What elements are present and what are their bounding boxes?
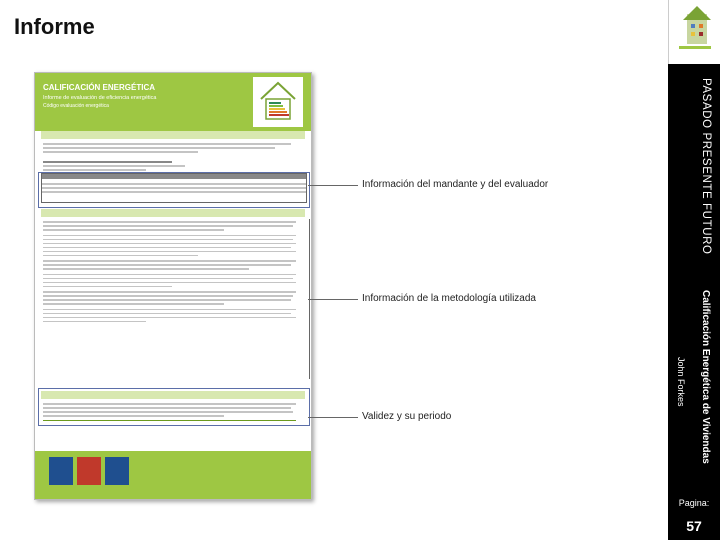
section-band <box>41 131 305 139</box>
energy-house-icon <box>257 79 299 125</box>
mandante-highlight <box>38 172 310 208</box>
footer-logo <box>77 457 101 485</box>
report-header <box>35 73 311 131</box>
footer-logo <box>105 457 129 485</box>
page-number: 57 <box>686 518 702 534</box>
validity-label: Validez y su periodo <box>362 411 452 422</box>
section-band <box>41 209 305 217</box>
methodology-bracket <box>309 219 310 379</box>
methodology-label: Información de la metodología utilizada <box>362 293 536 304</box>
report-subtitle: Informe de evaluación de eficiencia energética <box>43 95 157 101</box>
validez-highlight <box>38 388 310 426</box>
mandante-label: Información del mandante y del evaluador <box>362 179 549 190</box>
energy-report-thumbnail <box>34 72 312 500</box>
page-title: Informe <box>14 14 95 39</box>
subject-title: Calificación Energética de Viviendas <box>700 290 711 464</box>
report-kind: Código evaluación energética <box>43 103 109 109</box>
text-block <box>43 221 301 325</box>
leader-line <box>308 417 358 418</box>
house-logo-icon <box>669 0 720 64</box>
text-block <box>43 143 301 155</box>
timeline-tabs: PASADO PRESENTE FUTURO <box>700 78 712 255</box>
logo <box>668 0 720 64</box>
page-label: Pagina: <box>678 498 710 508</box>
leader-line <box>308 185 358 186</box>
footer-logo <box>49 457 73 485</box>
author-name: John Forkes <box>676 357 686 407</box>
leader-line <box>308 299 358 300</box>
report-title: CALIFICACIÓN ENERGÉTICA <box>43 83 155 92</box>
sidebar <box>668 0 720 540</box>
